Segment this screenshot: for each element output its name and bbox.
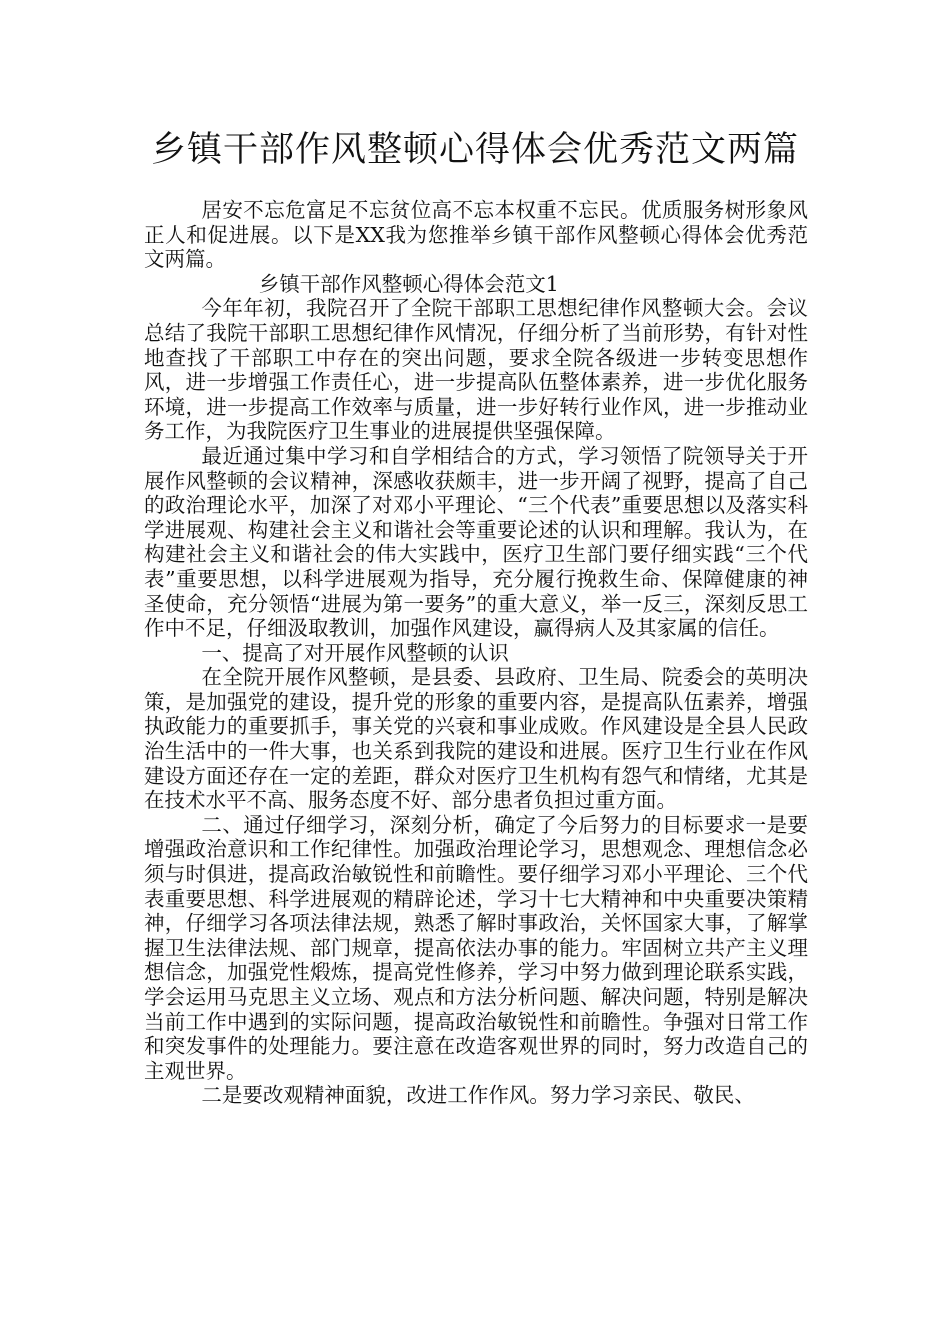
section-subtitle: 乡镇干部作风整顿心得体会范文1 <box>258 271 559 296</box>
body-paragraph: 二是要改观精神面貌，改进工作作风。努力学习亲民、敬民、 <box>201 1083 755 1108</box>
body-paragraph: 最近通过集中学习和自学相结合的方式，学习领悟了院领导关于开展作风整顿的会议精神，深感收获颇丰，进一步开阔了视野，提高了自己的政治理论水平，加深了对邓小平理论、“三个代表”重要思想以及落实科学进展观、构建社会主义和谐社会等重要论述的认识和理解。我认为，在构建社会主义和谐社会的伟大实践中，医疗卫生部门要仔细实践“三个代表”重要思想，以科学进展观为指导，充分履行挽救生命、保障健康的神圣使命，充分领悟“进展为第一要务”的重大意义，举一反三，深刻反思工作中不足，仔细汲取教训，加强作风建设，赢得病人及其家属的信任。 <box>144 443 808 641</box>
body-paragraph: 二、通过仔细学习，深刻分析，确定了今后努力的目标要求一是要增强政治意识和工作纪律性。加强政治理论学习，思想观念、理想信念必须与时俱进，提高政治敏锐性和前瞻性。要仔细学习邓小平理论、三个代表重要思想、科学进展观的精辟论述，学习十七大精神和中央重要决策精神，仔细学习各项法律法规，熟悉了解时事政治，关怀国家大事，了解掌握卫生法律法规、部门规章，提高依法办事的能力。牢固树立共产主义理想信念，加强党性煅炼，提高党性修养，学习中努力做到理论联系实践，学会运用马克思主义立场、观点和方法分析问题、解决问题，特别是解决当前工作中遇到的实际问题，提高政治敏锐性和前瞻性。争强对日常工作和突发事件的处理能力。要注意在改造客观世界的同时，努力改造自己的主观世界。 <box>144 812 808 1083</box>
body-paragraph: 今年年初，我院召开了全院干部职工思想纪律作风整顿大会。会议总结了我院干部职工思想纪律作风情况，仔细分析了当前形势，有针对性地查找了干部职工中存在的突出问题，要求全院各级进一步转变思想作风，进一步增强工作责任心，进一步提高队伍整体素养，进一步优化服务环境，进一步提高工作效率与质量，进一步好转行业作风，进一步推动业务工作，为我院医疗卫生事业的进展提供坚强保障。 <box>144 296 808 444</box>
section-heading: 一、提高了对开展作风整顿的认识 <box>201 640 509 665</box>
body-paragraph: 在全院开展作风整顿，是县委、县政府、卫生局、院委会的英明决策，是加强党的建设，提升党的形象的重要内容，是提高队伍素养，增强执政能力的重要抓手，事关党的兴衰和事业成败。作风建设是全县人民政治生活中的一件大事，也关系到我院的建设和进展。医疗卫生行业在作风建设方面还存在一定的差距，群众对医疗卫生机构有怨气和情绪，尤其是在技术水平不高、服务态度不好、部分患者负担过重方面。 <box>144 665 808 813</box>
intro-paragraph: 居安不忘危富足不忘贫位高不忘本权重不忘民。优质服务树形象风正人和促进展。以下是XX我为您推举乡镇干部作风整顿心得体会优秀范文两篇。 <box>144 198 808 272</box>
document-body <box>144 198 808 1108</box>
document-title: 乡镇干部作风整顿心得体会优秀范文两篇 <box>150 130 799 170</box>
